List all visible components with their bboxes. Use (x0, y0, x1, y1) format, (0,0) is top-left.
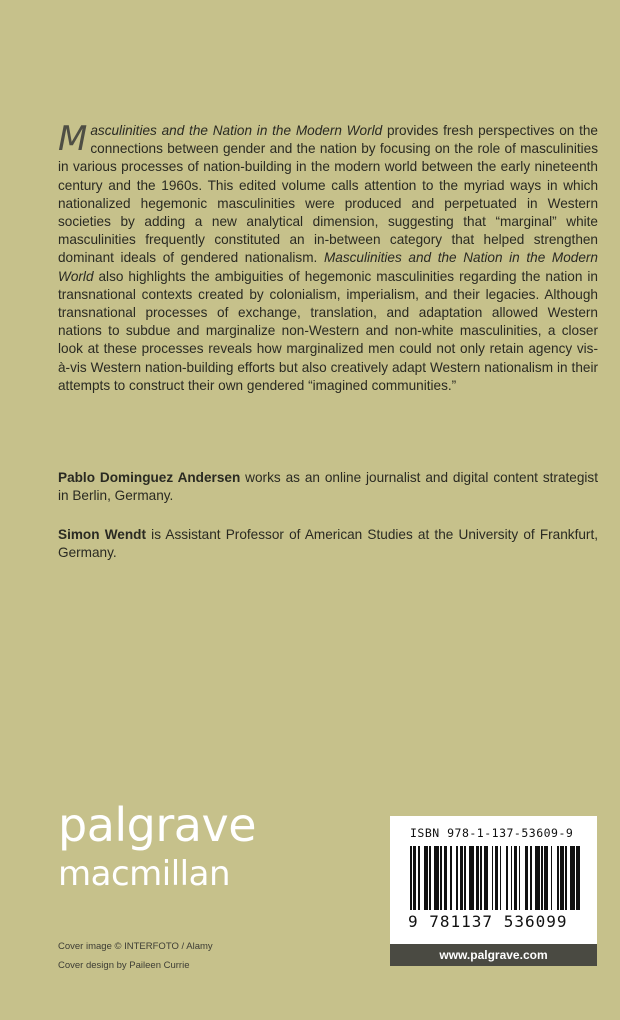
barcode-stripe (413, 846, 416, 910)
author-bio-text-2: is Assistant Professor of American Studies at the University of Frankfurt, Germany. (58, 527, 599, 561)
cover-image-credit: Cover image © INTERFOTO / Alamy (58, 941, 213, 952)
barcode-stripe (440, 846, 442, 910)
barcode-stripe (557, 846, 559, 910)
barcode-stripe (551, 846, 553, 910)
barcode-stripe (484, 846, 489, 910)
barcode-stripe (530, 846, 532, 910)
barcode-stripe (410, 846, 412, 910)
barcode-stripe (476, 846, 479, 910)
barcode-stripe (500, 846, 502, 910)
barcode-stripe (535, 846, 540, 910)
cover-credits (58, 937, 213, 975)
barcode-stripe (444, 846, 447, 910)
barcode-stripe (480, 846, 482, 910)
blurb-paragraph (58, 119, 598, 395)
barcode-stripe (570, 846, 575, 910)
book-title-italic-2: Masculinities and the Nation in the Modern World (58, 250, 598, 284)
barcode-stripe (511, 846, 513, 910)
barcode-stripe (450, 846, 452, 910)
barcode-stripe (469, 846, 474, 910)
book-title-italic: asculinities and the Nation in the Modern World (90, 123, 383, 138)
barcode-stripe (541, 846, 543, 910)
barcode-stripe (456, 846, 458, 910)
barcode-stripe (525, 846, 528, 910)
barcode-stripe (495, 846, 498, 910)
barcode-stripe (565, 846, 567, 910)
blurb-text-2: also highlights the ambiguities of hegemonic masculinities regarding the nation in transnational contexts created by colonialism, imperialism, and their legacies. Although transnational processes of exchange, translation, and adaptation allowed Western nations to subdue and marginalize non-Western and non-white masculinities, a closer look at these processes reveals how marginalized men could not only retain agency vis-à-vis Western nation-building efforts but also creatively adapt Western nationalism in their attempts to construct their own gendered “imagined communities.” (58, 268, 598, 393)
barcode-stripe (460, 846, 463, 910)
barcode-stripe (492, 846, 494, 910)
logo-line-macmillan: macmillan (58, 854, 230, 894)
author-bio-text-1: works as an online journalist and digital content strategist in Berlin, Germany. (58, 470, 598, 504)
cover-design-credit: Cover design by Paileen Currie (58, 960, 190, 971)
author-name-1: Pablo Dominguez Andersen (58, 470, 241, 485)
barcode-stripe (506, 846, 508, 910)
publisher-logo (58, 800, 256, 894)
dropcap-letter: M (58, 119, 88, 159)
barcode-stripe (514, 846, 517, 910)
barcode-stripe (519, 846, 521, 910)
barcode-box (390, 816, 597, 966)
barcode-bars (410, 846, 580, 910)
barcode-stripe (434, 846, 439, 910)
author-bio-1 (58, 469, 598, 505)
barcode-stripe (464, 846, 466, 910)
isbn-label: ISBN 978-1-137-53609-9 (410, 826, 574, 840)
barcode-number: 9 781137 536099 (408, 912, 568, 931)
author-bio-2 (58, 526, 598, 562)
barcode-stripe (429, 846, 431, 910)
logo-line-palgrave: palgrave (58, 798, 256, 852)
barcode-stripe (418, 846, 420, 910)
author-name-2: Simon Wendt (58, 527, 146, 542)
blurb-text-1: provides fresh perspectives on the connections between gender and the nation by focusing on the role of masculinities in various processes of nation-building in the modern world between the early nineteenth century and the 1960s. This edited volume calls attention to the myriad ways in which nationalized hegemonic masculinities were produced and perpetuated in Western societies by adding a new analytical dimension, suggesting that “marginal” white masculinities frequently constituted an in-between category that helped strengthen dominant ideals of gendered nationalism. (58, 123, 598, 266)
barcode-stripe (424, 846, 427, 910)
barcode-stripe (544, 846, 547, 910)
publisher-url: www.palgrave.com (390, 944, 597, 966)
barcode-stripe (560, 846, 563, 910)
barcode-stripe (576, 846, 579, 910)
